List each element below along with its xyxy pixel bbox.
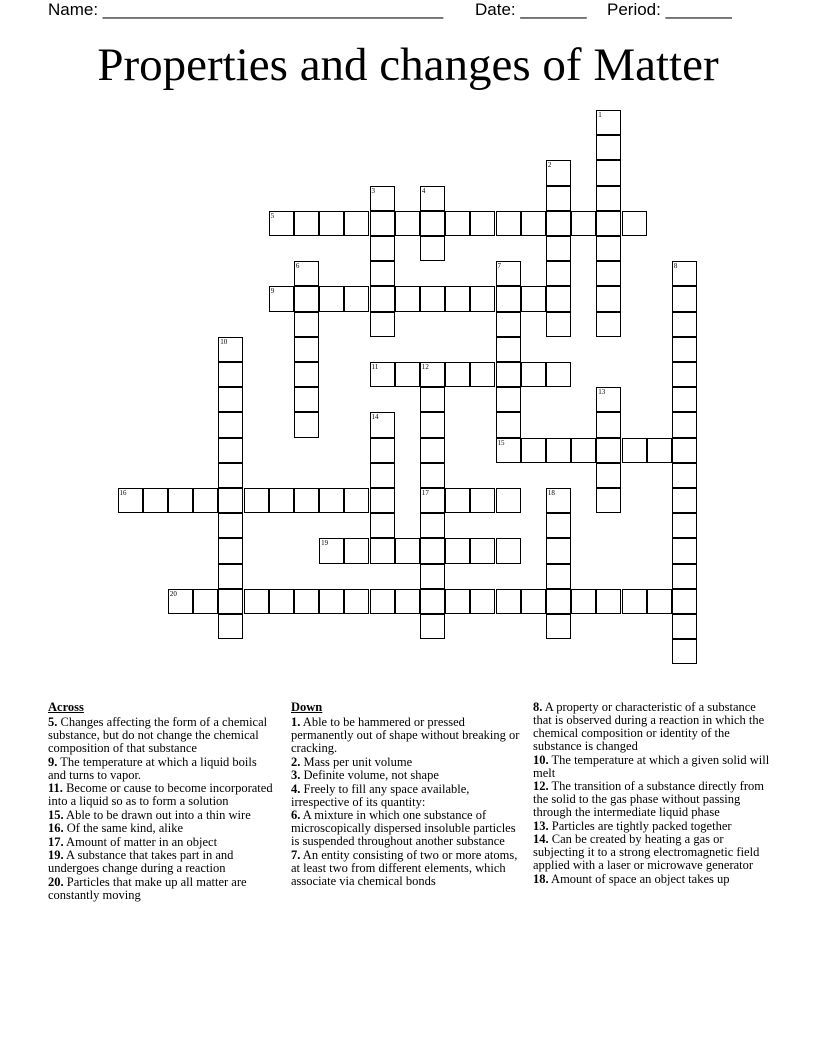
crossword-cell[interactable] (672, 312, 697, 337)
down-clue (291, 809, 521, 848)
crossword-cell[interactable] (370, 312, 395, 337)
crossword-cell[interactable] (218, 362, 243, 387)
clue-number-label: 20. (48, 874, 64, 889)
name-field-label: Name: ____________________________________ (48, 0, 444, 19)
crossword-cell[interactable] (470, 589, 495, 614)
crossword-cell[interactable] (370, 513, 395, 538)
crossword-cell[interactable] (420, 387, 445, 412)
crossword-cell[interactable] (370, 286, 395, 311)
clue-number: 15 (497, 438, 505, 447)
clue-text: The temperature at which a given solid will melt (533, 752, 770, 780)
clue-number-label: 9. (48, 754, 58, 769)
crossword-cell[interactable] (496, 589, 521, 614)
clue-number: 7 (497, 262, 501, 271)
crossword-cell[interactable] (672, 589, 697, 614)
crossword-cell[interactable] (118, 488, 143, 513)
clue-number-label: 8. (533, 700, 543, 714)
clue-number-label: 10. (533, 752, 549, 767)
crossword-cell[interactable] (647, 589, 672, 614)
crossword-cell[interactable] (596, 211, 621, 236)
crossword-cell[interactable] (546, 438, 571, 463)
clue-text: Definite volume, not shape (300, 768, 439, 782)
clue-text: Freely to fill any space available, irrespective of its quantity: (291, 781, 470, 809)
crossword-cell[interactable] (445, 538, 470, 563)
crossword-cell[interactable] (596, 463, 621, 488)
crossword-cell[interactable] (244, 589, 269, 614)
crossword-cell[interactable] (546, 362, 571, 387)
crossword-cell[interactable] (470, 362, 495, 387)
crossword-cell[interactable] (496, 538, 521, 563)
clue-text: The transition of a substance directly from the solid to the gas phase without passing through the intermediate liquid phase (533, 779, 764, 819)
crossword-cell[interactable] (218, 438, 243, 463)
crossword-cell[interactable] (420, 538, 445, 563)
down-clue (291, 783, 521, 809)
clue-text: Mass per unit volume (300, 754, 413, 769)
crossword-cell[interactable] (521, 438, 546, 463)
crossword-cell[interactable] (370, 186, 395, 211)
clue-number: 19 (321, 539, 329, 548)
crossword-cell[interactable] (370, 488, 395, 513)
down-clue-list (291, 716, 521, 888)
clue-number-label: 14. (533, 832, 549, 846)
crossword-cell[interactable] (420, 513, 445, 538)
crossword-cell[interactable] (218, 614, 243, 639)
crossword-cell[interactable] (218, 463, 243, 488)
crossword-cell[interactable] (269, 589, 294, 614)
crossword-cell[interactable] (496, 312, 521, 337)
clue-number: 16 (119, 489, 127, 497)
clue-number-label: 18. (533, 871, 549, 886)
crossword-cell[interactable] (672, 513, 697, 538)
period-field-label: Period: _______ (607, 0, 732, 19)
across-clue (48, 876, 276, 902)
crossword-cell[interactable] (546, 614, 571, 639)
clue-number: 8 (673, 262, 678, 271)
clue-text: Amount of matter in an object (63, 834, 218, 849)
crossword-cell[interactable] (370, 261, 395, 286)
crossword-cell[interactable] (496, 337, 521, 362)
crossword-cell[interactable] (218, 488, 243, 513)
crossword-cell[interactable] (596, 387, 621, 412)
clue-number: 17 (421, 489, 429, 497)
clue-number: 20 (169, 589, 177, 598)
clue-number: 10 (220, 337, 228, 346)
crossword-cell[interactable] (470, 538, 495, 563)
crossword-cell[interactable] (370, 211, 395, 236)
clue-text: Become or cause to become incorporated into a liquid so as to form a solution (48, 781, 273, 808)
crossword-cell[interactable] (370, 412, 395, 437)
crossword-cell[interactable] (420, 614, 445, 639)
crossword-cell[interactable] (571, 211, 596, 236)
crossword-cell[interactable] (395, 286, 420, 311)
crossword-cell[interactable] (546, 538, 571, 563)
down-clue (291, 716, 521, 755)
crossword-cell[interactable] (622, 211, 647, 236)
crossword-cell[interactable] (395, 538, 420, 563)
crossword-cell[interactable] (496, 488, 521, 513)
crossword-cell[interactable] (546, 261, 571, 286)
crossword-cell[interactable] (596, 236, 621, 261)
clue-number: 14 (371, 413, 379, 422)
crossword-cell[interactable] (445, 488, 470, 513)
crossword-cell[interactable] (596, 135, 621, 160)
down-clue (291, 849, 521, 888)
crossword-cell[interactable] (596, 186, 621, 211)
crossword-cell[interactable] (370, 438, 395, 463)
crossword-cell[interactable] (546, 186, 571, 211)
crossword-cell[interactable] (672, 488, 697, 513)
crossword-cell[interactable] (294, 337, 319, 362)
clue-text: A mixture in which one substance of microscopically dispersed insoluble particles is suspended throughout another substance (291, 808, 516, 848)
across-clue-list (48, 716, 276, 902)
crossword-cell[interactable] (319, 589, 344, 614)
crossword-cell[interactable] (370, 463, 395, 488)
crossword-cell[interactable] (496, 211, 521, 236)
crossword-cell[interactable] (395, 362, 420, 387)
down-clues-column (291, 701, 521, 888)
crossword-cell[interactable] (294, 261, 319, 286)
clue-number: 6 (295, 262, 300, 271)
clue-text: Can be created by heating a gas or subjecting it to a strong electromagnetic field applied with a laser or microwave generator (533, 832, 760, 872)
clue-text: A property or characteristic of a substance that is observed during a reaction in which the chemical composition or identity of the substance is changed (533, 700, 765, 753)
crossword-cell[interactable] (496, 438, 521, 463)
crossword-cell[interactable] (218, 564, 243, 589)
crossword-cell[interactable] (395, 589, 420, 614)
crossword-cell[interactable] (445, 362, 470, 387)
crossword-cell[interactable] (344, 286, 369, 311)
crossword-cell[interactable] (470, 286, 495, 311)
down-clues-column-continued (533, 701, 771, 886)
crossword-cell[interactable] (496, 362, 521, 387)
crossword-cell[interactable] (672, 463, 697, 488)
crossword-cell[interactable] (420, 186, 445, 211)
clue-number: 2 (547, 161, 552, 170)
crossword-cell[interactable] (672, 538, 697, 563)
crossword-cell[interactable] (672, 614, 697, 639)
clue-number-label: 12. (533, 779, 549, 793)
clue-text: Changes affecting the form of a chemical substance, but do not change the chemical composition of that substance (48, 715, 268, 755)
across-clues-column (48, 701, 276, 902)
crossword-cell[interactable] (596, 261, 621, 286)
clue-number-label: 1. (291, 715, 301, 729)
crossword-cell[interactable] (546, 312, 571, 337)
across-clue (48, 849, 276, 875)
down-heading: Down (291, 700, 323, 714)
down-clue (533, 754, 771, 780)
across-clue (48, 809, 276, 822)
crossword-cell[interactable] (596, 438, 621, 463)
clue-number-label: 11. (48, 781, 63, 795)
clue-number-label: 4. (291, 781, 301, 796)
crossword-cell[interactable] (546, 589, 571, 614)
crossword-cell[interactable] (672, 337, 697, 362)
crossword-cell[interactable] (168, 589, 193, 614)
crossword-cell[interactable] (218, 387, 243, 412)
crossword-cell[interactable] (344, 589, 369, 614)
clue-number-label: 19. (48, 848, 64, 862)
crossword-cell[interactable] (571, 438, 596, 463)
crossword-cell[interactable] (420, 488, 445, 513)
crossword-cell[interactable] (143, 488, 168, 513)
crossword-cell[interactable] (546, 160, 571, 185)
crossword-cell[interactable] (269, 488, 294, 513)
crossword-cell[interactable] (521, 211, 546, 236)
crossword-cell[interactable] (571, 589, 596, 614)
crossword-cell[interactable] (294, 211, 319, 236)
clue-text: An entity consisting of two or more atoms, at least two from different elements, which associate via chemical bonds (291, 847, 518, 888)
crossword-cell[interactable] (596, 110, 621, 135)
crossword-cell[interactable] (672, 412, 697, 437)
crossword-cell[interactable] (420, 362, 445, 387)
crossword-cell[interactable] (294, 387, 319, 412)
crossword-cell[interactable] (672, 438, 697, 463)
crossword-cell[interactable] (420, 236, 445, 261)
across-clue (48, 756, 276, 782)
clue-number: 13 (598, 388, 606, 397)
crossword-cell[interactable] (546, 488, 571, 513)
clue-text: The temperature at which a liquid boils and turns to vapor. (48, 754, 257, 782)
crossword-cell[interactable] (622, 438, 647, 463)
crossword-cell[interactable] (521, 589, 546, 614)
crossword-cell[interactable] (319, 538, 344, 563)
crossword-cell[interactable] (420, 463, 445, 488)
crossword-cell[interactable] (596, 312, 621, 337)
crossword-cell[interactable] (496, 286, 521, 311)
clue-number-label: 6. (291, 808, 301, 822)
crossword-cell[interactable] (420, 438, 445, 463)
crossword-cell[interactable] (395, 211, 420, 236)
clue-number: 1 (598, 111, 602, 119)
crossword-cell[interactable] (672, 362, 697, 387)
crossword-cell[interactable] (168, 488, 193, 513)
clue-number: 5 (270, 211, 275, 220)
down-clue (291, 769, 521, 782)
crossword-cell[interactable] (596, 488, 621, 513)
crossword-cell[interactable] (294, 412, 319, 437)
down-clue (291, 756, 521, 769)
clue-text: Amount of space an object takes up (548, 871, 730, 886)
crossword-cell[interactable] (521, 286, 546, 311)
crossword-cell[interactable] (294, 589, 319, 614)
crossword-cell[interactable] (672, 286, 697, 311)
clue-number-label: 3. (291, 768, 301, 782)
clue-number-label: 15. (48, 807, 64, 822)
down-clue (533, 701, 771, 753)
clue-number-label: 7. (291, 847, 301, 862)
down-clue (533, 820, 771, 833)
crossword-cell[interactable] (546, 286, 571, 311)
crossword-cell[interactable] (596, 286, 621, 311)
crossword-cell[interactable] (218, 337, 243, 362)
clue-number-label: 2. (291, 754, 301, 769)
crossword-cell[interactable] (622, 589, 647, 614)
clue-text: Particles are tightly packed together (548, 818, 732, 833)
clue-text: Able to be hammered or pressed permanently out of shape without breaking or cracking. (291, 715, 520, 755)
clue-number: 4 (421, 186, 426, 195)
across-heading: Across (48, 700, 84, 714)
crossword-cell[interactable] (344, 538, 369, 563)
crossword-cell[interactable] (269, 211, 294, 236)
crossword-cell[interactable] (370, 538, 395, 563)
crossword-cell[interactable] (647, 438, 672, 463)
crossword-cell[interactable] (470, 488, 495, 513)
crossword-cell[interactable] (294, 286, 319, 311)
crossword-cell[interactable] (496, 412, 521, 437)
clue-text: A substance that takes part in and undergoes change during a reaction (48, 848, 234, 875)
down-clue-list-continued (533, 701, 771, 886)
crossword-cell[interactable] (244, 488, 269, 513)
crossword-cell[interactable] (344, 488, 369, 513)
crossword-cell[interactable] (445, 286, 470, 311)
crossword-cell[interactable] (193, 488, 218, 513)
crossword-cell[interactable] (370, 589, 395, 614)
clue-number-label: 16. (48, 821, 64, 835)
clue-number-label: 5. (48, 715, 58, 729)
crossword-cell[interactable] (218, 538, 243, 563)
crossword-cell[interactable] (445, 211, 470, 236)
crossword-cell[interactable] (546, 564, 571, 589)
crossword-cell[interactable] (420, 286, 445, 311)
crossword-cell[interactable] (470, 211, 495, 236)
crossword-cell[interactable] (445, 589, 470, 614)
crossword-cell[interactable] (420, 564, 445, 589)
page-title: Properties and changes of Matter (97, 39, 719, 91)
crossword-cell[interactable] (420, 412, 445, 437)
down-clue (533, 873, 771, 886)
across-clue (48, 836, 276, 849)
clue-number: 9 (270, 287, 275, 296)
crossword-cell[interactable] (294, 488, 319, 513)
crossword-cell[interactable] (496, 387, 521, 412)
crossword-cell[interactable] (319, 286, 344, 311)
clue-text: Of the same kind, alike (63, 821, 184, 835)
crossword-cell[interactable] (672, 639, 697, 664)
clue-number: 11 (371, 363, 379, 371)
crossword-cell[interactable] (672, 564, 697, 589)
crossword-cell[interactable] (319, 211, 344, 236)
down-clue (533, 833, 771, 872)
crossword-cell[interactable] (370, 362, 395, 387)
crossword-cell[interactable] (596, 589, 621, 614)
crossword-cell[interactable] (344, 211, 369, 236)
clue-text: Able to be drawn out into a thin wire (63, 807, 251, 822)
crossword-cell[interactable] (218, 513, 243, 538)
crossword-cell[interactable] (546, 236, 571, 261)
crossword-cell[interactable] (546, 211, 571, 236)
crossword-cell[interactable] (596, 160, 621, 185)
crossword-cell[interactable] (193, 589, 218, 614)
down-clue (533, 780, 771, 819)
crossword-cell[interactable] (294, 312, 319, 337)
across-clue (48, 822, 276, 835)
clue-number-label: 13. (533, 818, 549, 833)
crossword-cell[interactable] (420, 589, 445, 614)
crossword-cell[interactable] (672, 387, 697, 412)
crossword-cell[interactable] (546, 513, 571, 538)
across-clue (48, 782, 276, 808)
crossword-cell[interactable] (319, 488, 344, 513)
date-field-label: Date: _______ (475, 0, 587, 19)
crossword-cell[interactable] (596, 412, 621, 437)
crossword-cell[interactable] (218, 412, 243, 437)
crossword-cell[interactable] (496, 261, 521, 286)
crossword-cell[interactable] (294, 362, 319, 387)
crossword-cell[interactable] (672, 261, 697, 286)
clue-number-label: 17. (48, 834, 64, 849)
crossword-cell[interactable] (420, 211, 445, 236)
across-clue (48, 716, 276, 755)
clue-number: 18 (547, 489, 555, 497)
clue-number: 12 (421, 363, 429, 371)
crossword-cell[interactable] (521, 362, 546, 387)
crossword-cell[interactable] (370, 236, 395, 261)
crossword-cell[interactable] (218, 589, 243, 614)
clue-number: 3 (371, 186, 375, 195)
crossword-cell[interactable] (269, 286, 294, 311)
clue-text: Particles that make up all matter are constantly moving (48, 874, 247, 902)
